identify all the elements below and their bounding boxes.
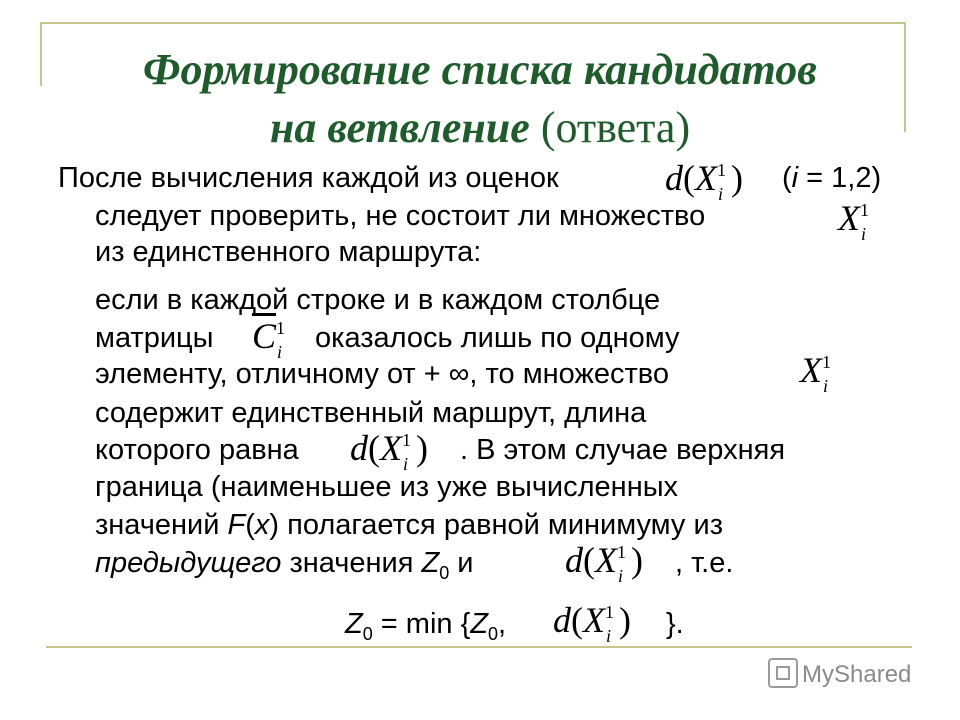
body-line-1a: [58, 160, 559, 196]
math-x: X: [380, 428, 402, 468]
body-text: матрицы: [95, 322, 214, 354]
math-c: $\overline{C}$: [252, 316, 277, 356]
watermark-text: MyShared: [802, 661, 912, 688]
body-text-italic: предыдущего: [95, 547, 282, 579]
frame-top-line: [40, 22, 906, 24]
body-text-sub: 0: [439, 562, 450, 583]
body-line-4: [95, 282, 660, 318]
title-text-2: на ветвление: [269, 103, 530, 152]
math-sub: i: [606, 626, 612, 646]
body-text: }.: [666, 608, 684, 640]
body-text: которого равна: [95, 434, 299, 466]
math-sub: i: [403, 454, 409, 474]
math-d: d: [553, 600, 571, 640]
body-text-italic: x: [254, 509, 270, 541]
body-line-2: [95, 198, 705, 234]
formula-d-x-i-1: $d(X^1_i$ ): [665, 158, 744, 204]
math-sub: i: [618, 566, 624, 586]
body-text: и: [449, 547, 474, 579]
body-line-7: [95, 395, 646, 431]
math-sup: 1: [860, 200, 869, 220]
math-sup: 1: [605, 602, 614, 622]
body-text: если в каждой строке и в каждом столбце: [95, 284, 661, 316]
body-text-sub: 0: [362, 623, 373, 644]
math-x: X: [695, 158, 717, 198]
math-sup: 1: [617, 542, 626, 562]
formula-x-i-1: [838, 198, 874, 244]
body-text: содержит единственный маршрут, длина: [95, 397, 647, 429]
math-x: X: [800, 350, 822, 390]
presentation-icon: [768, 658, 798, 688]
body-text-sub: 0: [487, 623, 498, 644]
math-sup: 1: [717, 160, 726, 180]
body-text: После вычисления каждой из оценок: [58, 162, 559, 194]
body-text: значения: [281, 547, 422, 579]
body-text: (: [245, 509, 255, 541]
formula-line-left: [345, 606, 506, 652]
body-text-italic: Z: [470, 608, 488, 640]
math-sub: i: [277, 342, 283, 362]
math-sup: 1: [276, 318, 286, 338]
body-text: следует проверить, не состоит ли множество: [95, 200, 706, 232]
body-text: из единственного маршрута:: [95, 236, 482, 268]
body-line-8a: [95, 432, 299, 468]
body-line-5a: [95, 320, 214, 356]
body-text: (: [782, 162, 792, 194]
math-d: d: [565, 540, 583, 580]
body-text-italic: F: [227, 509, 246, 541]
body-text: оказалось лишь по одному: [315, 322, 680, 354]
math-sub: i: [861, 224, 867, 244]
body-line-9: [95, 469, 678, 505]
math-x: X: [583, 600, 605, 640]
myshared-watermark: [768, 658, 911, 689]
body-text: = 1,2): [798, 162, 882, 194]
body-text: ,: [498, 608, 507, 640]
body-line-6: [95, 356, 669, 392]
formula-d-x-i-1: $d(X^1_i$ ): [553, 600, 632, 646]
body-text: граница (наименьшее из уже вычисленных: [95, 471, 679, 503]
body-line-11b: [675, 545, 733, 581]
body-text-italic: Z: [421, 547, 440, 579]
body-text-italic: Z: [345, 608, 363, 640]
body-line-5b: [315, 320, 679, 356]
math-x: X: [838, 198, 860, 238]
slide-title-line-2: [40, 102, 920, 154]
body-text: , т.е.: [675, 547, 734, 579]
title-text-2-plain: (ответа): [529, 103, 691, 152]
body-text: значений: [95, 509, 228, 541]
math-sup: 1: [402, 430, 411, 450]
math-sub: i: [823, 376, 829, 396]
body-line-1b: [782, 160, 881, 196]
body-text-italic: i: [791, 162, 799, 194]
body-text: элементу, отличному от + ∞, то множество: [95, 358, 669, 390]
formula-d-x-i-1: $d(X^1_i$ ): [565, 540, 644, 586]
title-text-1: Формирование списка кандидатов: [143, 45, 817, 94]
body-line-11a: [95, 545, 473, 591]
body-line-3: [95, 234, 481, 270]
formula-line-right: [666, 606, 684, 642]
math-sup: 1: [822, 352, 831, 372]
body-text: ) полагается равной минимуму из: [269, 509, 723, 541]
formula-x-i-1: [800, 350, 836, 396]
body-text: = min {: [372, 608, 471, 640]
math-x: X: [595, 540, 617, 580]
math-d: d: [350, 428, 368, 468]
body-line-8b: [460, 432, 785, 468]
body-line-10: [95, 507, 723, 543]
math-d: d: [665, 158, 683, 198]
slide-title-line-1: [40, 44, 920, 96]
math-sub: i: [718, 184, 724, 204]
formula-d-x-i-1: $d(X^1_i$ ): [350, 428, 429, 474]
body-text: . В этом случае верхняя: [460, 434, 786, 466]
